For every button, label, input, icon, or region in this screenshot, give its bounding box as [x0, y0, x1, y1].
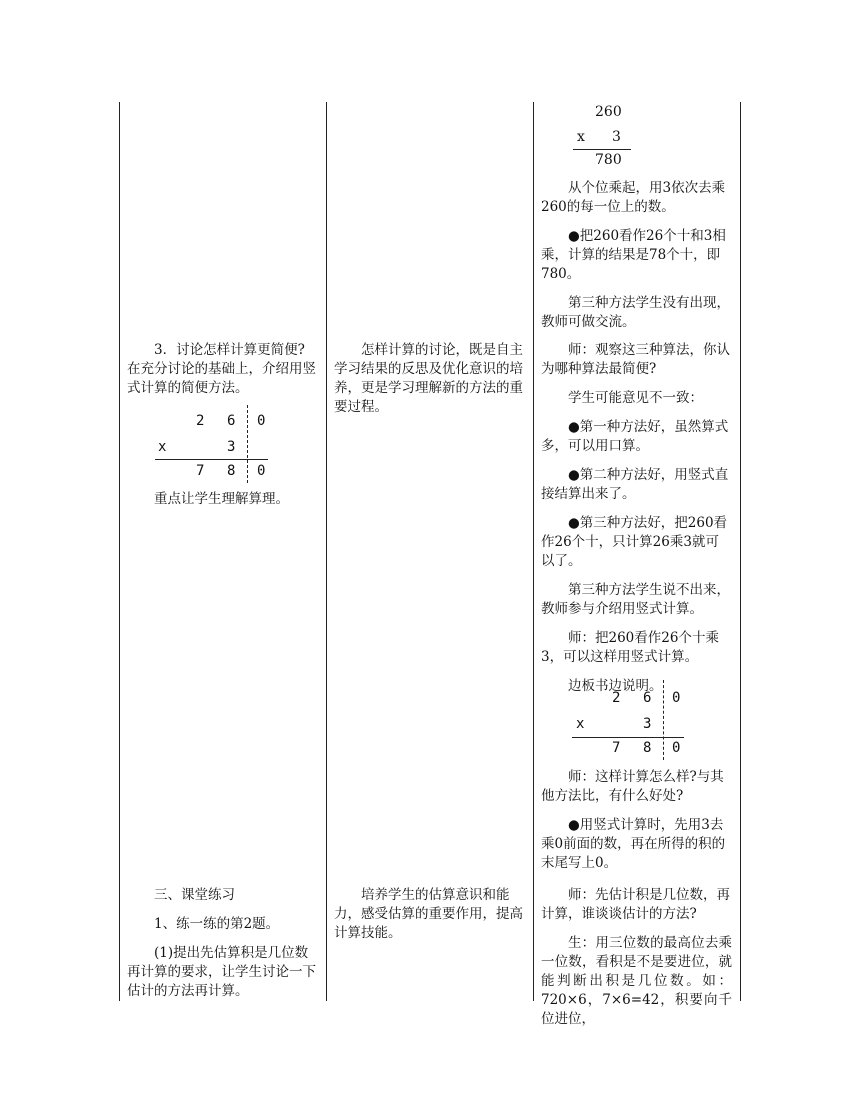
calc-digit: 3 [227, 439, 236, 455]
col1-section-title: 三、课堂练习 [154, 887, 235, 903]
col1-exercise-1: 1、练一练的第2题。 [154, 916, 280, 932]
col3-paragraph: 师：这样计算怎么样?与其他方法比，有什么好处? [541, 769, 724, 804]
calc-operator: x [158, 439, 167, 455]
calc-digit: 6 [643, 690, 652, 706]
col3-paragraph: 第三种方法学生没有出现，教师可做交流。 [541, 295, 730, 330]
col1-item3-desc: 在充分讨论的基础上，介绍用竖式计算的简便方法。 [127, 361, 316, 396]
col3-block-practice [541, 886, 732, 1029]
calc-digit: 2 [612, 690, 621, 706]
col1-item3-title: 3．讨论怎样计算更简便? [154, 342, 305, 358]
col1-block-discussion [127, 341, 318, 398]
calc-digit: 0 [257, 463, 266, 479]
calc-digit: 8 [227, 463, 236, 479]
calc-digit: 8 [643, 740, 652, 756]
col3-paragraph: 师：先估计积是几位数，再计算，谁谈谈估计的方法? [541, 887, 730, 922]
col3-paragraph: ●用竖式计算时，先用3去乘0前面的数，再在所得的积的末尾写上0。 [541, 817, 726, 871]
calc-number: 3 [612, 129, 621, 145]
calc-dashed-divider [247, 405, 248, 483]
calc-digit: 7 [196, 463, 205, 479]
col3-top-calc [565, 102, 635, 172]
col3-paragraph: 学生可能意见不一致： [568, 390, 703, 406]
col3-block-top [541, 179, 732, 332]
calc-rule [573, 149, 631, 150]
col3-paragraph: 师：把260看作26个十乘3，可以这样用竖式计算。 [541, 630, 719, 665]
table-border-col2 [533, 102, 534, 1001]
table-border-left [119, 102, 120, 1001]
col2-intent-discussion: 怎样计算的讨论，既是自主学习结果的反思及优化意识的培养，更是学习理解新的方法的重要过程。 [334, 342, 523, 415]
col3-paragraph: ●第三种方法好，把260看作26个十，只计算26乘3就可以了。 [541, 515, 728, 569]
calc-digit: 6 [227, 413, 236, 429]
col3-paragraph: 第三种方法学生说不出来，教师参与介绍用竖式计算。 [541, 582, 730, 617]
calc-rule [155, 459, 268, 460]
col1-block-practice [127, 886, 318, 1001]
calc-digit: 7 [612, 740, 621, 756]
col3-vertical-calc [566, 680, 691, 760]
calc-number: 260 [595, 104, 622, 120]
calc-digit: 0 [672, 740, 681, 756]
col3-paragraph: 生：用三位数的最高位去乘一位数，看积是不是要进位，就能判断出积是几位数。如：720×6，7×6=42，积要向千位进位， [541, 935, 732, 1027]
col1-focus: 重点让学生理解算理。 [154, 491, 289, 507]
col2-intent-estimation: 培养学生的估算意识和能力，感受估算的重要作用，提高计算技能。 [334, 887, 523, 941]
col3-paragraph: ●第二种方法好，用竖式直接结算出来了。 [541, 467, 729, 502]
col1-vertical-calc [150, 405, 275, 485]
calc-digit: 0 [672, 690, 681, 706]
calc-number: 780 [595, 152, 622, 168]
col3-paragraph: ●把260看作26个十和3相乘，计算的结果是78个十，即780。 [541, 228, 726, 282]
calc-rule [572, 737, 684, 738]
calc-operator: x [576, 716, 585, 732]
col1-exercise-1-1: (1)提出先估算积是几位数再计算的要求，让学生讨论一下估计的方法再计算。 [127, 945, 316, 999]
calc-dashed-divider [663, 680, 664, 760]
col3-paragraph: 边板书边说明。 [568, 678, 663, 694]
calc-digit: 0 [257, 413, 266, 429]
col3-block-middle [541, 341, 732, 696]
calc-digit: 2 [196, 413, 205, 429]
calc-digit: 3 [643, 716, 652, 732]
col3-paragraph: 师：观察这三种算法，你认为哪种算法最简便? [541, 342, 730, 377]
table-border-right [740, 102, 741, 1001]
col3-paragraph: ●第一种方法好，虽然算式多，可以用口算。 [541, 419, 729, 454]
table-border-col1 [326, 102, 327, 1001]
col3-block-bottom [541, 768, 732, 873]
col3-paragraph: 从个位乘起，用3依次去乘260的每一位上的数。 [541, 180, 726, 215]
calc-operator: x [577, 129, 585, 145]
